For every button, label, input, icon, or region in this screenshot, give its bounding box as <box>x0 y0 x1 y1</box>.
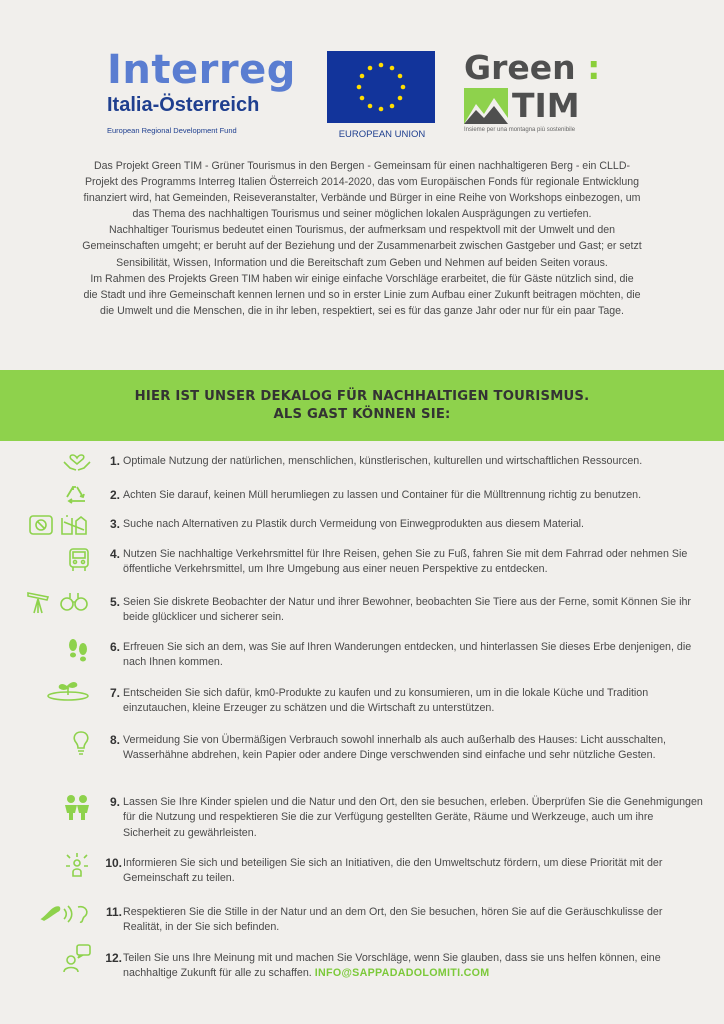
item-text: Teilen Sie uns Ihre Meinung mit und machen Sie Vorschläge, wenn Sie glauben, dass sie uns helfen können, eine nachhaltige Zukunft für alle zu schaffen. INFO@SAPPADADOLOMITI.COM <box>123 952 661 980</box>
intro-paragraph-1: Das Projekt Green TIM - Grüner Tourismus in den Bergen - Gemeinsam für einen nachhaltigeren Berg - ein CLLD-Projekt des Programms Interreg Italien Österreich 2014-2020, das vom Europäischen Fonds für regionale Entwicklung finanziert wird, hat Gemeinden, Reiseveranstalter, Verbände und Bürger in eine Reihe von Workshops einbezogen, um das Thema des nachhaltigen Tourismus und seiner möglichen lokalen Ausprägungen zu vertiefen. <box>83 160 641 221</box>
interreg-wordmark: Interreg <box>107 47 296 93</box>
sprout-icon <box>46 678 90 702</box>
item-number: 12. <box>105 951 122 965</box>
item-number: 6. <box>109 640 120 654</box>
decalog-heading: HIER IST UNSER DEKALOG FÜR NACHHALTIGEN TOURISMUS. ALS GAST KÖNNEN SIE: <box>134 389 590 422</box>
item-text: Suche nach Alternativen zu Plastik durch Vermeidung von Einwegprodukten aus diesem Material. <box>123 518 585 530</box>
green-tim-logo <box>464 50 624 133</box>
interreg-region: Italia-Österreich <box>107 94 260 116</box>
children-icon <box>62 793 92 821</box>
item-text: Vermeidung Sie von Übermäßigen Verbrauch sowohl innerhalb als auch außerhalb des Hauses: Licht ausschalten, Wasserhähne abdrehen, kein Papier oder andere Dinge verschwenden sind einfache und sehr nützliche Gesten. <box>123 734 667 762</box>
eu-flag-icon <box>327 51 435 123</box>
footprints-icon <box>66 636 90 666</box>
item-text: Lassen Sie Ihre Kinder spielen und die Natur und den Ort, den sie besuchen, erleben. Überprüfen Sie die Genehmigungen für die Nutzung und respektieren Sie die zur Verfügung gestellten Geräte, Räume und Werkzeuge, auch um ihre Sicherheit zu gewährleisten. <box>123 796 703 839</box>
green-tim-line2: TIM <box>512 86 580 125</box>
item-number: 1. <box>109 454 120 468</box>
community-icon <box>64 852 90 880</box>
feedback-icon <box>62 943 92 973</box>
item-text: Entscheiden Sie sich dafür, km0-Produkte zu kaufen und zu konsumieren, um in die lokale Küche und Tradition einzutauchen, kleine Erzeuger zu schätzen und die Wirtschaft zu unterstützen. <box>123 687 649 715</box>
green-tim-line1: Green : <box>464 48 601 87</box>
item-number: 10. <box>105 856 122 870</box>
item-text: Achten Sie darauf, keinen Müll herumliegen zu lassen und Container für die Mülltrennung richtig zu benutzen. <box>123 489 642 501</box>
contact-email-link[interactable]: INFO@SAPPADADOLOMITI.COM <box>314 967 490 980</box>
eu-caption: EUROPEAN UNION <box>338 129 426 140</box>
bus-icon <box>67 547 91 573</box>
intro-paragraph-3: Im Rahmen des Projekts Green TIM haben wir einige einfache Vorschläge erarbeitet, die für Gäste nützlich sind, die die Stadt und ihre Gemeinschaft kennen lernen und so in erster Linie zum Aufbau einer Zukunft beitragen möchten, die die Umwelt und die Menschen, die in ihr leben, respektiert, sei es für das ganze Jahr oder nur für ein paar Tage. <box>83 272 641 317</box>
listen-bird-icon <box>40 901 92 925</box>
eu-logo <box>327 51 437 140</box>
item-number: 2. <box>109 488 120 502</box>
interreg-logo <box>107 48 307 135</box>
item-number: 9. <box>109 795 120 809</box>
item-number: 5. <box>109 595 120 609</box>
item-text: Optimale Nutzung der natürlichen, menschlichen, künstlerischen, kulturellen und wirtschaftlichen Ressourcen. <box>123 455 643 467</box>
item-text: Seien Sie diskrete Beobachter der Natur und ihrer Bewohner, beobachten Sie Tiere aus der Ferne, somit Können Sie ihr beide glücklicer und sicherer sein. <box>123 596 691 624</box>
item-text: Erfreuen Sie sich an dem, was Sie auf Ihren Wanderungen entdecken, und hinterlassen Sie dieses Erbe denjenigen, die nach Ihnen kommen. <box>123 641 692 669</box>
decalog-heading-band <box>0 370 724 441</box>
logo-bar <box>0 48 724 143</box>
item-number: 7. <box>109 686 120 700</box>
lightbulb-icon <box>70 729 92 755</box>
intro-paragraph-2: Nachhaltiger Tourismus bedeutet einen Tourismus, der aufmerksam und respektvoll mit der Umwelt und den Gemeinschaften umgeht; er beruht auf der Beziehung und der Zusammenarbeit zwischen Gastgeber und Gast; er setzt Sensibilität, Wissen, Information und die Bereitschaft zum Geben und Nehmen auf beiden Seiten voraus. <box>82 224 642 269</box>
item-number: 3. <box>109 517 120 531</box>
item-text: Nutzen Sie nachhaltige Verkehrsmittel für Ihre Reisen, gehen Sie zu Fuß, fahren Sie mit dem Fahrrad oder nehmen Sie öffentliche Verkehrsmittel, um Ihre Umgebung aus einer neuen Perspektive zu entdecken. <box>123 548 688 576</box>
green-tim-tagline: Insieme per una montagna più sostenibile <box>464 127 576 133</box>
binoculars-icon <box>26 589 92 615</box>
interreg-fund: European Regional Development Fund <box>107 126 237 135</box>
item-number: 4. <box>109 547 120 561</box>
mountain-icon <box>464 88 508 124</box>
no-plastic-icon <box>28 513 92 537</box>
item-number: 8. <box>109 733 120 747</box>
item-text: Respektieren Sie die Stille in der Natur und an dem Ort, den Sie besuchen, hören Sie auf die Geräuschkulisse der Realität, in der Sie sich befinden. <box>123 906 663 934</box>
item-number: 11. <box>105 905 122 919</box>
intro-text <box>82 158 642 319</box>
item-text: Informieren Sie sich und beteiligen Sie sich an Initiativen, die den Umweltschutz fördern, um diese Priorität mit der Gemeinschaft zu teilen. <box>123 857 663 885</box>
hands-heart-icon <box>62 448 92 472</box>
recycle-icon <box>64 484 90 508</box>
